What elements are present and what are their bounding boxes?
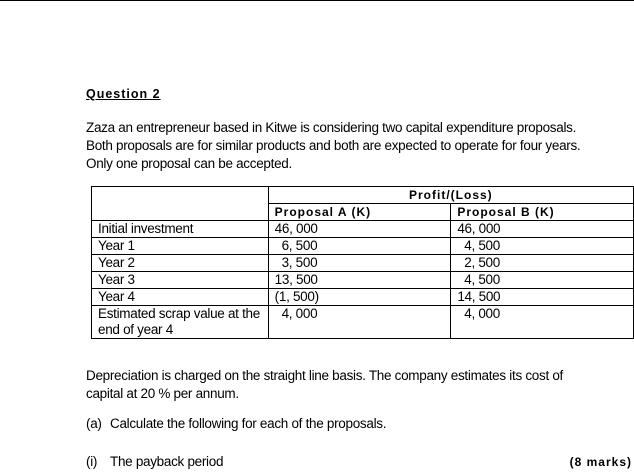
- proposal-b-value: 2, 500: [451, 255, 634, 272]
- table-row: [92, 255, 634, 272]
- top-rule: [0, 0, 634, 1]
- part-a: [86, 416, 386, 431]
- proposal-a-value: (1, 500): [268, 289, 451, 306]
- header-blank-cell: [92, 187, 269, 221]
- part-i-marker: (i): [86, 454, 98, 469]
- intro-line-1: Zaza an entrepreneur based in Kitwe is considering two capital expenditure proposals.: [86, 120, 577, 135]
- row-label: Initial investment: [92, 221, 269, 238]
- proposal-a-value: 46, 000: [268, 221, 451, 238]
- question-title: Question 2: [86, 87, 161, 101]
- depreciation-paragraph: [86, 367, 634, 403]
- row-label: Year 2: [92, 255, 269, 272]
- table-row: [92, 306, 634, 339]
- part-i: [86, 454, 223, 469]
- row-label: Estimated scrap value at the end of year 4: [92, 306, 269, 339]
- table-header-row: [92, 187, 634, 204]
- row-label: Year 1: [92, 238, 269, 255]
- depreciation-line-2: capital at 20 % per annum.: [86, 386, 239, 401]
- proposal-a-header: Proposal A (K): [268, 204, 451, 221]
- intro-line-3: Only one proposal can be accepted.: [86, 156, 292, 171]
- proposal-a-value: 4, 000: [268, 306, 451, 339]
- proposal-a-value: 6, 500: [268, 238, 451, 255]
- proposal-a-value: 13, 500: [268, 272, 451, 289]
- row-label: Year 3: [92, 272, 269, 289]
- proposal-b-header: Proposal B (K): [451, 204, 634, 221]
- proposal-b-value: 4, 500: [451, 272, 634, 289]
- part-a-marker: (a): [86, 416, 102, 431]
- profit-loss-header: Profit/(Loss): [268, 187, 633, 204]
- proposal-a-value: 3, 500: [268, 255, 451, 272]
- row-label: Year 4: [92, 289, 269, 306]
- part-a-text: Calculate the following for each of the proposals.: [110, 416, 387, 431]
- table-row: [92, 289, 634, 306]
- table-row: [92, 238, 634, 255]
- proposal-b-value: 4, 500: [451, 238, 634, 255]
- table-row: [92, 221, 634, 238]
- intro-line-2: Both proposals are for similar products and both are expected to operate for four years.: [86, 138, 581, 153]
- depreciation-line-1: Depreciation is charged on the straight line basis. The company estimates its cost of: [86, 368, 564, 383]
- marks-label: (8 marks): [569, 455, 632, 469]
- intro-paragraph: [86, 119, 634, 173]
- proposal-b-value: 14, 500: [451, 289, 634, 306]
- proposal-b-value: 46, 000: [451, 221, 634, 238]
- proposal-b-value: 4, 000: [451, 306, 634, 339]
- profit-table: [91, 186, 634, 339]
- part-i-text: The payback period: [110, 454, 224, 469]
- table-row: [92, 272, 634, 289]
